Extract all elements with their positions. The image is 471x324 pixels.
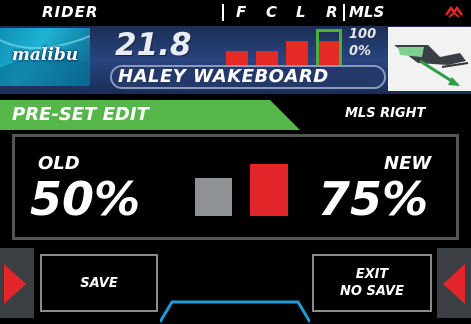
exit-no-save-button[interactable] [312, 254, 432, 312]
new-level-swatch [250, 164, 288, 216]
right-arrow-icon[interactable] [443, 264, 465, 304]
mode-l[interactable]: L [296, 3, 306, 21]
scale-min-label: 0% [349, 44, 372, 59]
mode-r[interactable]: R [326, 3, 338, 21]
left-arrow-icon[interactable] [4, 264, 26, 304]
brand-logo-icon [445, 5, 463, 19]
profile-name: HALEY WAKEBOARD [118, 66, 329, 87]
boat-graphic-panel [388, 27, 471, 91]
exit-button-label: EXIT [355, 267, 389, 282]
save-button[interactable] [40, 254, 158, 312]
new-label: NEW [384, 153, 432, 174]
old-value: 50% [30, 172, 141, 226]
scale-max-label: 100 [349, 27, 377, 42]
rider-label: RIDER [42, 3, 99, 21]
brand-logo-text: malibu [11, 45, 79, 65]
level-bar-3 [286, 41, 308, 65]
selected-bar-highlight [316, 29, 342, 69]
speed-readout: 21.8 [115, 27, 192, 63]
mls-side-label: MLS RIGHT [345, 106, 426, 121]
decorative-accent-line [160, 290, 310, 324]
level-bar-2 [256, 51, 278, 65]
save-button-label: SAVE [80, 275, 118, 291]
old-level-swatch [195, 178, 232, 216]
separator [343, 4, 345, 21]
new-value: 75% [318, 172, 429, 226]
level-bar-1 [226, 51, 248, 65]
preset-title: PRE-SET EDIT [12, 104, 149, 125]
wake-surf-boat-icon [388, 27, 471, 91]
no-save-label: NO SAVE [340, 284, 404, 299]
old-label: OLD [38, 153, 80, 174]
mode-f[interactable]: F [236, 3, 247, 21]
separator [222, 4, 224, 21]
mode-c[interactable]: C [266, 3, 278, 21]
mls-label: MLS [349, 3, 385, 21]
